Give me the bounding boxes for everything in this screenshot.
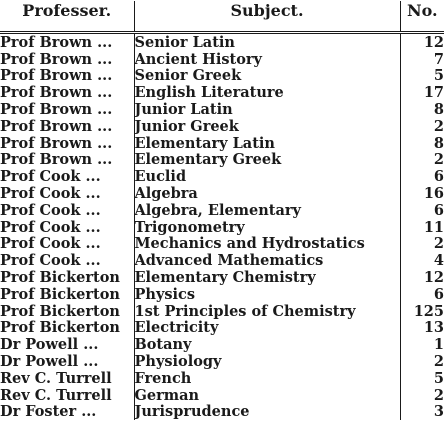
number-cell: 6 bbox=[400, 202, 444, 219]
table-row bbox=[0, 370, 444, 387]
table-row bbox=[0, 68, 444, 85]
class-roster-table bbox=[0, 1, 444, 420]
number-cell: 16 bbox=[400, 185, 444, 202]
table-row bbox=[0, 320, 444, 337]
number-cell: 8 bbox=[400, 135, 444, 152]
number-cell: 6 bbox=[400, 286, 444, 303]
professor-cell: Rev C. Turrell bbox=[0, 386, 112, 404]
number-cell: 5 bbox=[400, 370, 444, 387]
table-row bbox=[0, 135, 444, 152]
table-row bbox=[0, 118, 444, 135]
subject-cell: Physics bbox=[134, 286, 400, 303]
subject-cell: Euclid bbox=[134, 168, 400, 185]
professor-cell: Prof Cook ... bbox=[0, 201, 101, 219]
subject-cell: Junior Greek bbox=[134, 118, 400, 135]
subject-cell: Algebra bbox=[134, 185, 400, 202]
professor-cell: Dr Foster ... bbox=[0, 403, 97, 421]
table-row bbox=[0, 353, 444, 370]
subject-cell: Ancient History bbox=[134, 51, 400, 68]
subject-cell: Elementary Latin bbox=[134, 135, 400, 152]
professor-cell: Prof Cook ... bbox=[0, 168, 101, 186]
professor-cell: Prof Cook ... bbox=[0, 185, 101, 202]
subject-cell: Advanced Mathematics bbox=[134, 252, 400, 269]
header-number: No. bbox=[400, 1, 444, 33]
table-row bbox=[0, 33, 444, 51]
professor-cell: Prof Brown ... bbox=[0, 67, 113, 85]
subject-cell: Senior Latin bbox=[134, 33, 400, 51]
number-cell: 2 bbox=[400, 236, 444, 253]
professor-cell: Prof Bickerton bbox=[0, 269, 120, 286]
number-cell: 3 bbox=[400, 404, 444, 421]
professor-cell: Prof Cook ... bbox=[0, 218, 101, 236]
professor-cell: Prof Brown ... bbox=[0, 151, 113, 169]
number-cell: 13 bbox=[400, 320, 444, 337]
number-cell: 2 bbox=[400, 152, 444, 169]
subject-cell: French bbox=[134, 370, 400, 387]
subject-cell: English Literature bbox=[134, 84, 400, 101]
number-cell: 5 bbox=[400, 68, 444, 85]
number-cell: 1 bbox=[400, 336, 444, 353]
table-row bbox=[0, 387, 444, 404]
number-cell: 2 bbox=[400, 118, 444, 135]
number-cell: 11 bbox=[400, 219, 444, 236]
number-cell: 6 bbox=[400, 168, 444, 185]
professor-cell: Prof Brown ... bbox=[0, 134, 113, 152]
subject-cell: 1st Principles of Chemistry bbox=[134, 303, 400, 320]
professor-cell: Dr Powell ... bbox=[0, 353, 99, 370]
number-cell: 2 bbox=[400, 353, 444, 370]
number-cell: 12 bbox=[400, 33, 444, 51]
professor-cell: Prof Cook ... bbox=[0, 235, 101, 253]
professor-cell: Prof Brown ... bbox=[0, 50, 113, 68]
table-row bbox=[0, 51, 444, 68]
professor-cell: Prof Bickerton bbox=[0, 302, 120, 320]
professor-cell: Prof Brown ... bbox=[0, 84, 113, 102]
header-subject: Subject. bbox=[134, 1, 400, 33]
professor-cell: Prof Cook ... bbox=[0, 252, 101, 270]
table-row bbox=[0, 101, 444, 118]
table-row bbox=[0, 84, 444, 101]
subject-cell: Algebra, Elementary bbox=[134, 202, 400, 219]
subject-cell: Elementary Chemistry bbox=[134, 269, 400, 286]
number-cell: 12 bbox=[400, 269, 444, 286]
professor-cell: Prof Bickerton bbox=[0, 319, 120, 337]
professor-cell: Prof Brown ... bbox=[0, 101, 113, 118]
subject-cell: Senior Greek bbox=[134, 68, 400, 85]
number-cell: 7 bbox=[400, 51, 444, 68]
professor-cell: Dr Powell ... bbox=[0, 336, 99, 354]
subject-cell: Elementary Greek bbox=[134, 152, 400, 169]
subject-cell: Mechanics and Hydrostatics bbox=[134, 236, 400, 253]
table-row bbox=[0, 404, 444, 421]
subject-cell: Trigonometry bbox=[134, 219, 400, 236]
table-row bbox=[0, 336, 444, 353]
subject-cell: Physiology bbox=[134, 353, 400, 370]
table-row bbox=[0, 286, 444, 303]
subject-cell: German bbox=[134, 387, 400, 404]
table-row bbox=[0, 202, 444, 219]
number-cell: 8 bbox=[400, 101, 444, 118]
header-row bbox=[0, 1, 444, 33]
table-row bbox=[0, 269, 444, 286]
professor-cell: Prof Bickerton bbox=[0, 285, 120, 303]
table-row bbox=[0, 236, 444, 253]
table-row bbox=[0, 252, 444, 269]
table-row bbox=[0, 219, 444, 236]
professor-cell: Prof Brown ... bbox=[0, 117, 113, 135]
table-row bbox=[0, 168, 444, 185]
number-cell: 4 bbox=[400, 252, 444, 269]
subject-cell: Botany bbox=[134, 336, 400, 353]
table-row bbox=[0, 152, 444, 169]
number-cell: 125 bbox=[400, 303, 444, 320]
subject-cell: Electricity bbox=[134, 320, 400, 337]
subject-cell: Jurisprudence bbox=[134, 404, 400, 421]
table-row bbox=[0, 303, 444, 320]
subject-cell: Junior Latin bbox=[134, 101, 400, 118]
number-cell: 17 bbox=[400, 84, 444, 101]
number-cell: 2 bbox=[400, 387, 444, 404]
header-professor: Professer. bbox=[0, 1, 134, 33]
professor-cell: Prof Brown ... bbox=[0, 33, 113, 51]
table-row bbox=[0, 185, 444, 202]
professor-cell: Rev C. Turrell bbox=[0, 369, 112, 387]
